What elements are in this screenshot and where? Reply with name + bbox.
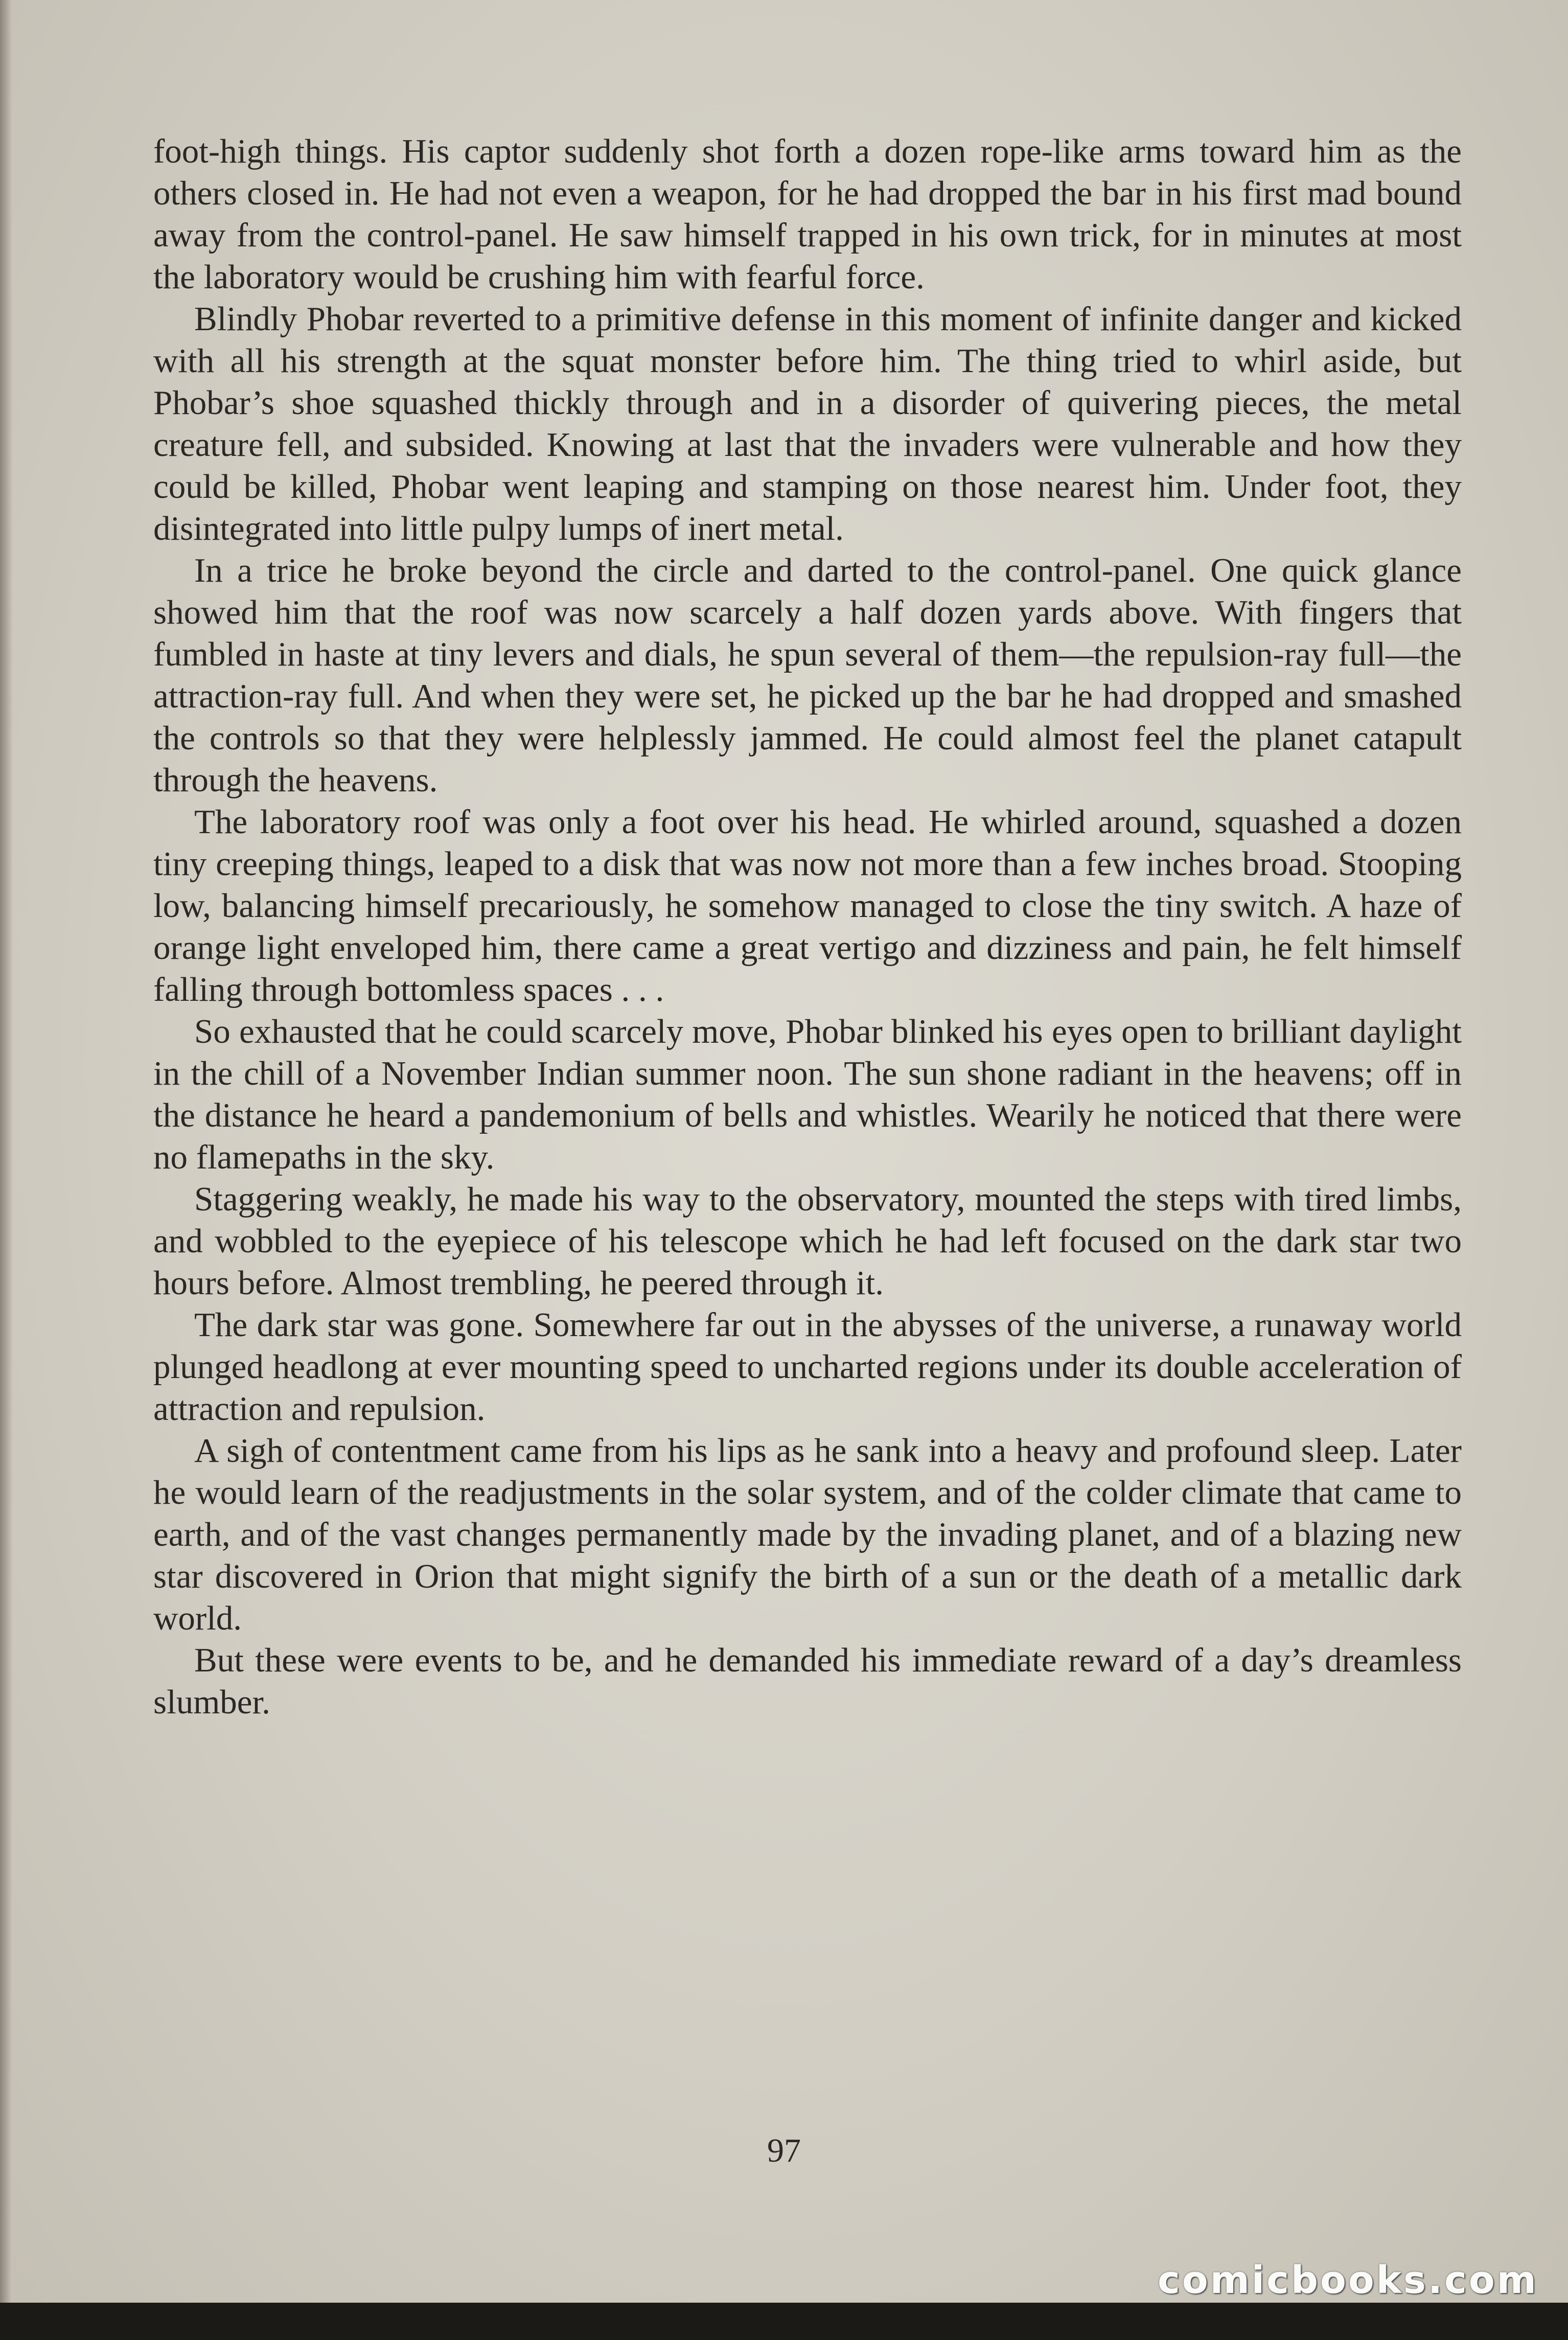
- paragraph: In a trice he broke beyond the circle and darted to the control-panel. One quick glance showed him that the roof was now scarcely a half dozen yards above. With fingers that fumbled in haste at tiny levers and dials, he spun several of them—the repulsion-ray full—the attraction-ray full. And when they were set, he picked up the bar he had dropped and smashed the controls so that they were helplessly jammed. He could almost feel the planet catapult through the heavens.: [153, 552, 1462, 799]
- paragraph: Staggering weakly, he made his way to the observatory, mounted the steps with tired limbs, and wobbled to the eyepiece of his telescope which he had left focused on the dark star two hours before. Almost trembling, he peered through it.: [153, 1180, 1462, 1302]
- body-text: [153, 130, 1462, 1723]
- watermark: comicbooks.com: [1158, 2258, 1538, 2302]
- paragraph: A sigh of contentment came from his lips as he sank into a heavy and profound sleep. Later he would learn of the readjustments in the solar system, and of the colder climate that came to earth, and of the vast changes permanently made by the invading planet, and of a blazing new star discovered in Orion that might signify the birth of a sun or the death of a metallic dark world.: [153, 1432, 1462, 1637]
- paragraph: Blindly Phobar reverted to a primitive defense in this moment of infinite danger and kicked with all his strength at the squat monster before him. The thing tried to whirl aside, but Phobar’s shoe squashed thickly through and in a disorder of quivering pieces, the metal creature fell, and subsided. Knowing at last that the invaders were vulnerable and how they could be killed, Phobar went leaping and stamping on those nearest him. Under foot, they disintegrated into little pulpy lumps of inert metal.: [153, 300, 1462, 547]
- scan-border: [0, 2303, 1568, 2340]
- paragraph: The laboratory roof was only a foot over his head. He whirled around, squashed a dozen tiny creeping things, leaped to a disk that was now not more than a few inches broad. Stooping low, balancing himself precariously, he somehow managed to close the tiny switch. A haze of orange light enveloped him, there came a great vertigo and dizziness and pain, he felt himself falling through bottomless spaces . . .: [153, 803, 1462, 1008]
- paragraph: So exhausted that he could scarcely move, Phobar blinked his eyes open to brilliant daylight in the chill of a November Indian summer noon. The sun shone radiant in the heavens; off in the distance he heard a pandemonium of bells and whistles. Wearily he noticed that there were no flamepaths in the sky.: [153, 1013, 1462, 1176]
- paragraph: But these were events to be, and he demanded his immediate reward of a day’s dreamless slumber.: [153, 1641, 1462, 1721]
- page-gutter-shadow: [0, 0, 12, 2303]
- paragraph: The dark star was gone. Somewhere far out in the abysses of the universe, a runaway world plunged headlong at ever mounting speed to uncharted regions under its double acceleration of attraction and repulsion.: [153, 1306, 1462, 1428]
- paragraph: foot-high things. His captor suddenly shot forth a dozen rope-like arms toward him as the others closed in. He had not even a weapon, for he had dropped the bar in his first mad bound away from the control-panel. He saw himself trapped in his own trick, for in minutes at most the laboratory would be crushing him with fearful force.: [153, 132, 1462, 296]
- page-number: 97: [767, 2132, 801, 2169]
